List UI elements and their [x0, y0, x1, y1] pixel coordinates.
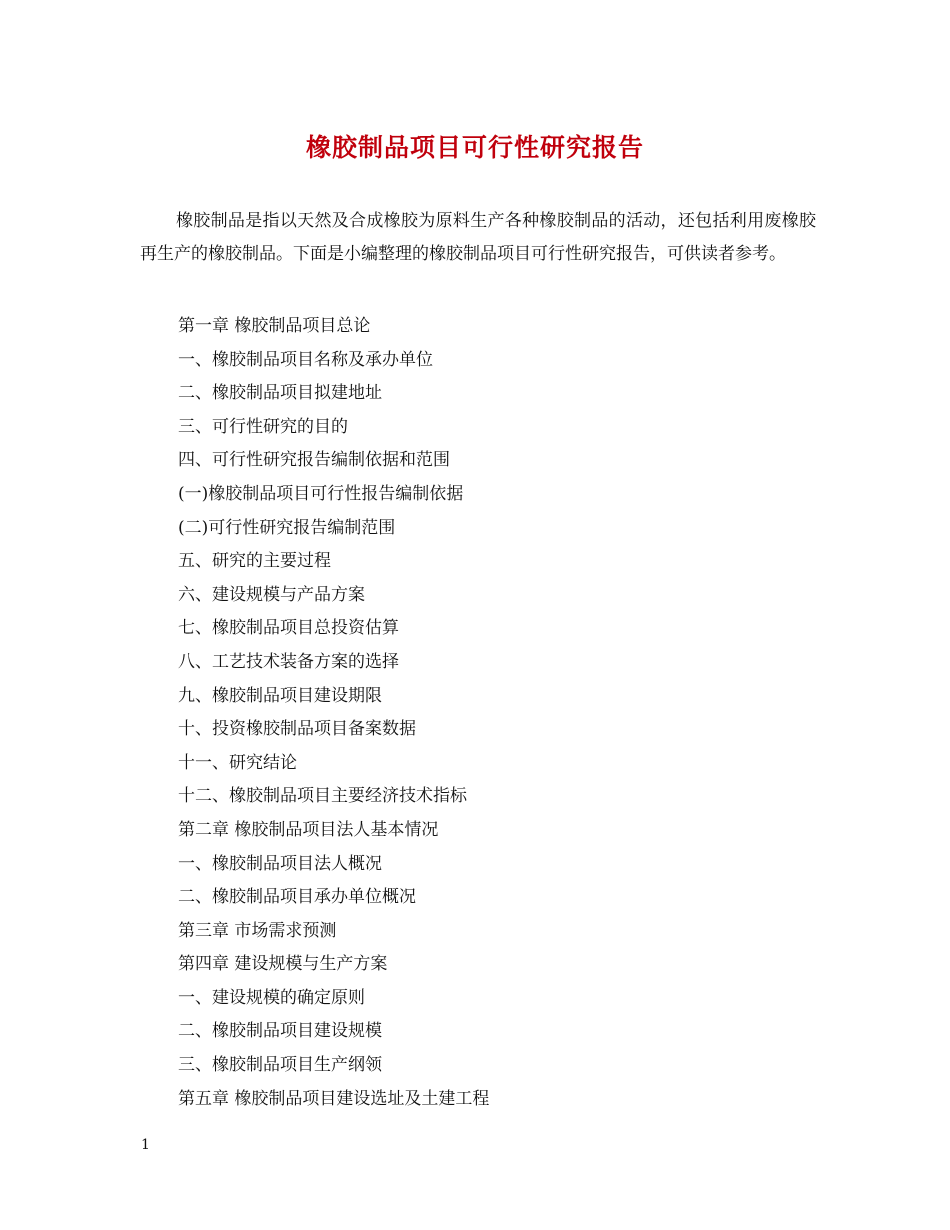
toc-item: 三、橡胶制品项目生产纲领 [178, 1055, 382, 1076]
toc-item: 十、投资橡胶制品项目备案数据 [178, 719, 416, 740]
toc-item: 八、工艺技术装备方案的选择 [178, 651, 399, 672]
toc-item: 二、橡胶制品项目承办单位概况 [178, 887, 416, 908]
intro-paragraph: 橡胶制品是指以天然及合成橡胶为原料生产各种橡胶制品的活动，还包括利用废橡胶再生产的橡胶制品。下面是小编整理的橡胶制品项目可行性研究报告，可供读者参考。 [140, 211, 816, 264]
toc-item: 第二章 橡胶制品项目法人基本情况 [178, 819, 439, 840]
toc-item: 十一、研究结论 [178, 752, 297, 773]
toc-item: (二)可行性研究报告编制范围 [178, 517, 396, 538]
toc-item: (一)橡胶制品项目可行性报告编制依据 [178, 483, 464, 504]
page-number: 1 [141, 1137, 150, 1153]
toc-item: 二、橡胶制品项目建设规模 [178, 1021, 382, 1042]
toc-item: 第五章 橡胶制品项目建设选址及土建工程 [178, 1088, 490, 1109]
toc-item: 第一章 橡胶制品项目总论 [178, 316, 371, 336]
toc-item: 一、橡胶制品项目名称及承办单位 [178, 349, 433, 370]
toc-item: 一、橡胶制品项目法人概况 [178, 853, 382, 874]
toc-item: 二、橡胶制品项目拟建地址 [178, 383, 382, 404]
toc-item: 五、研究的主要过程 [178, 551, 331, 572]
toc-item: 六、建设规模与产品方案 [178, 584, 365, 605]
toc-item: 九、橡胶制品项目建设期限 [178, 685, 382, 706]
toc-item: 十二、橡胶制品项目主要经济技术指标 [178, 786, 467, 807]
toc-item: 第三章 市场需求预测 [178, 920, 337, 941]
toc-item: 第四章 建设规模与生产方案 [178, 954, 388, 975]
toc-item: 四、可行性研究报告编制依据和范围 [178, 450, 450, 471]
toc-item: 三、可行性研究的目的 [178, 416, 348, 437]
toc-item: 一、建设规模的确定原则 [178, 987, 365, 1008]
toc-item: 七、橡胶制品项目总投资估算 [178, 618, 399, 639]
document-title: 橡胶制品项目可行性研究报告 [305, 133, 644, 162]
table-of-contents [178, 310, 489, 1116]
